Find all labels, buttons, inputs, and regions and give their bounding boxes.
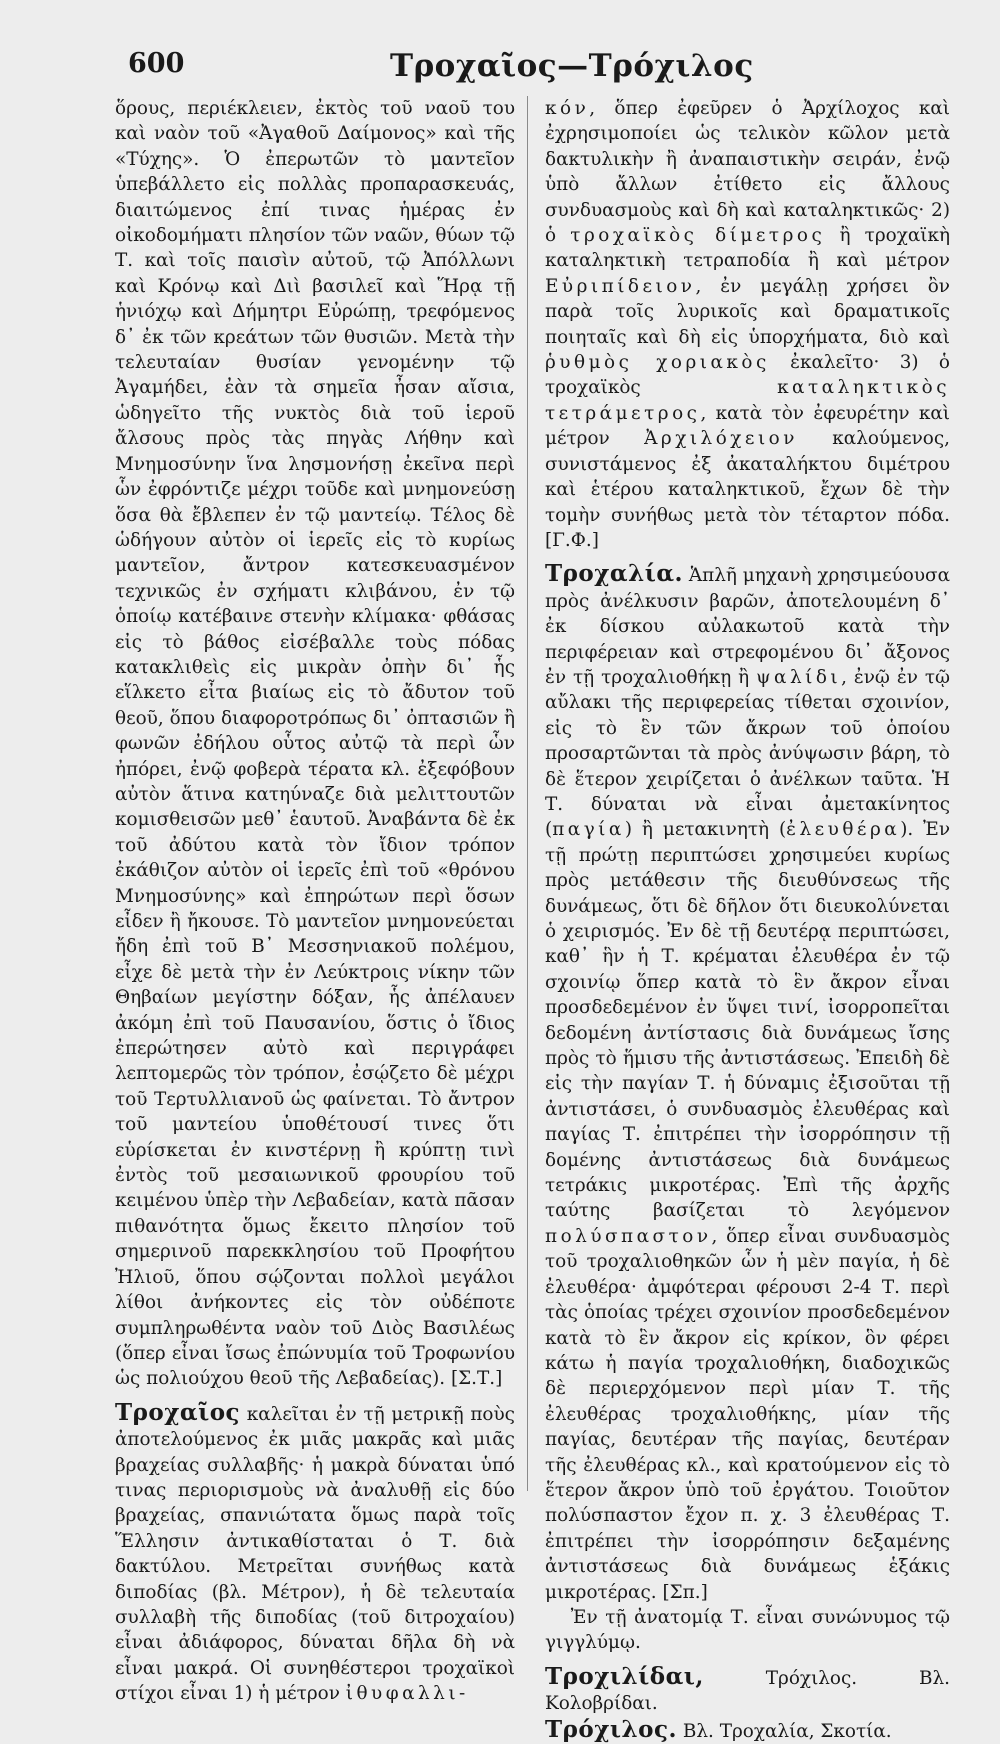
entry-text: , ὅπερ εἶναι συνδυασμὸς τοῦ τροχαλιοθηκῶν ὧν ἡ μὲν παγία, ἡ δὲ ἐλευθέρα· ἀμφότεραι φέρουσι 2-4 Τ. περὶ τὰς ὁποίας τρέχει σχοινίον προσδεδεμένον κατὰ τὸ ἓν ἄκρον εἰς κρίκον, ὃν φέρει κάτω ἡ παγία τροχαλιοθήκη, διαδοχικῶς δὲ περιερχόμενον περὶ μίαν Τ. τῆς ἐλευθέρας τροχαλιοθήκης, μίαν τῆς παγίας, δευτέραν τῆς παγίας, δευτέραν τῆς ἐλευθέρας κλ., καὶ κρατούμενον εἰς τὸ ἕτερον ἄκρον ὑπὸ τοῦ ἐργάτου. Τοιοῦτον πολύσπαστον ἔχον π. χ. 3 ἐλευθέρας Τ. ἐπιτρέπει τὴν ἰσορρόπησιν δεξαμένης ἀντιστάσεως διὰ δυνάμεως ἑξάκις μικροτέρας. [Σπ.] [545,1225,950,1603]
entry-continuation [115,96,515,1392]
entry-text: Βλ. Τροχαλία, Σκοτία. [677,1720,892,1742]
entry-text: ) ἢ μετακινητὴ ( [624,819,787,841]
page-number: 600 [128,48,185,79]
entry-text: , ὅπερ ἐφεῦρεν ὁ Ἀρχίλοχος καὶ ἐχρησιμοποίει ὡς τελικὸν κῶλον μετὰ δακτυλικὴν ἢ ἀναπαιστικὴν σειράν, ἐνῷ ὑπὸ ἄλλων ἐτίθετο εἰς ἄλλους συνδυασμοὺς καὶ δὴ καὶ καταληκτικῶς· 2) ὁ [545,98,950,247]
spaced-term: καταληκτικὸς τετράμετρος [545,377,950,424]
spaced-term: ἐλευθέρα [786,819,901,841]
page-header [128,42,890,92]
entry-headword: Τροχιλίδαι, [545,1662,704,1690]
paragraph-text: ὅρους, περιέκλειεν, ἐκτὸς τοῦ ναοῦ του καὶ ναὸν τοῦ «Ἀγαθοῦ Δαίμονος» καὶ τῆς «Τύχης». Ὁ ἐπερωτῶν τὸ μαντεῖον ὑπεβάλλετο εἰς πολλὰς προπαρασκευάς, διαιτώμενος ἐπί τινας ἡμέρας ἐν οἰκοδομήματι πλησίον τῶν ναῶν, θύων τῷ Τ. καὶ τοῖς παισὶν αὐτοῦ, τῷ Ἀπόλλωνι καὶ Κρόνῳ καὶ Διὶ βασιλεῖ καὶ Ἥρᾳ τῇ ἡνιόχῳ καὶ Δήμητρι Εὐρώπῃ, τρεφόμενος δ᾽ ἐκ τῶν κρεάτων τῶν θυσιῶν. Μετὰ τὴν τελευταίαν θυσίαν γενομένην τῷ Ἀγαμήδει, ἐὰν τὰ σημεῖα ἦσαν αἴσια, ὡδηγεῖτο τῆς νυκτὸς διὰ τοῦ ἱεροῦ ἄλσους πρὸς τὰς πηγὰς Λήθην καὶ Μνημοσύνην ἵνα λησμονήσῃ ἐκεῖνα περὶ ὧν ἐφρόντιζε μέχρι τοῦδε καὶ μνημονεύσῃ ὅσα θὰ ἔβλεπεν ἐν τῷ μαντείῳ. Τέλος δὲ ὡδήγουν αὐτὸν οἱ ἱερεῖς εἰς τὸ κυρίως μαντεῖον, ἄντρον κατεσκευασμένον τεχνικῶς ἐν σχήματι κλιβάνου, ἐν τῷ ὁποίῳ κατέβαινε στενὴν κλίμακα· φθάσας εἰς τὸ βάθος εἰσέβαλλε τοὺς πόδας κατακλιθεὶς εἰς μικρὰν ὀπὴν δι᾽ ἧς εἵλκετο εἶτα βιαίως εἰς τὸ ἄδυτον τοῦ θεοῦ, ὅπου διαφοροτρόπως δι᾽ ὀπτασιῶν ἢ φωνῶν ἐδήλου οὗτος αὐτῷ τὰ περὶ ὧν ἠπόρει, ἐνῷ φοβερὰ τέρατα κλ. ἐξεφόβουν αὐτὸν ἅτινα κατηύναζε διὰ μελιττουτῶν κομισθεισῶν μεθ᾽ ἑαυτοῦ. Ἀναβάντα δὲ ἐκ τοῦ ἀδύτου κατὰ τὸν ἴδιον τρόπον ἐκάθιζον αὐτὸν οἱ ἱερεῖς ἐπὶ τοῦ «θρόνου Μνημοσύνης» καὶ ἐπηρώτων περὶ ὅσων εἶδεν ἢ ἤκουσε. Τὸ μαντεῖον μνημονεύεται ἤδη ἐπὶ τοῦ Β᾽ Μεσσηνιακοῦ πολέμου, εἶχε δὲ μετὰ τὴν ἐν Λεύκτροις νίκην τῶν Θηβαίων μεγίστην δόξαν, ἧς ἀπέλαυεν ἀκόμη ἐπὶ τοῦ Παυσανίου, ὅστις ὁ ἴδιος ἐπερώτησεν αὐτὸ καὶ περιγράφει λεπτομερῶς τὸν τρόπον, ἐσῴζετο δὲ μέχρι τοῦ Τερτυλλιανοῦ ὡς φαίνεται. Τὸ ἄντρον τοῦ μαντείου ὑποθέτουσί τινες ὅτι εὑρίσκεται ἐν κινστέρνῃ ἢ κρύπτῃ τινὶ ἐντὸς τοῦ μεσαιωνικοῦ φρουρίου τοῦ κειμένου ὑπὲρ τὴν Λεβαδείαν, κατὰ πᾶσαν πιθανότητα ὅμως ἔκειτο πλησίον τοῦ σημερινοῦ παρεκκλησίου τοῦ Προφήτου Ἠλιοῦ, ὅπου σῴζονται πολλοὶ μεγάλοι λίθοι ἀνήκοντες εἰς τὸν οὐδέποτε συμπληρωθέντα ναὸν τοῦ Διὸς Βασιλέως (ὅπερ εἶναι ἴσως ἐπώνυμία τοῦ Τροφωνίου ὡς πολιούχου θεοῦ τῆς Λεβαδείας). [Σ.Τ.] [115,98,515,1390]
spaced-term: Εὐριπίδειον [545,275,696,297]
entry-text: , κατὰ τὸν ἐφευρέτην καὶ μέτρον [545,402,950,450]
entry-text: καλούμενος, συνιστάμενος ἐξ ἀκαταλήκτου διμέτρου καὶ ἑτέρου καταληκτικοῦ, ἔχων δὲ τὴν τομὴν συνήθως μετὰ τὸν τέταρτον πόδα. [Γ.Φ.] [545,428,950,551]
spaced-term: πολύσπαστον [545,1225,712,1247]
left-column [115,96,515,1707]
running-title: Τροχαῖος—Τρόχιλος [390,48,754,84]
entry-trochalia [545,561,950,1605]
column-divider [527,96,528,1491]
entry-text: , ἐνῷ ἐν τῷ αὔλακι τῆς περιφερείας τίθεται σχοινίον, εἰς τὸ ἓν τῶν ἄκρων τοῦ ὁποίου προσαρτῶνται τὰ πρὸς ἀνύψωσιν βάρη, τὸ δὲ ἕτερον χειρίζεται ὁ ἀνέλκων ταῦτα. Ἡ Τ. δύναται νὰ εἶναι ἀμετακίνητος ( [545,666,950,841]
entry-trochilidai [545,1664,950,1717]
entry-trochaios [115,1400,515,1707]
entry-headword: Τροχαῖος [115,1398,241,1426]
entry-text: ἐκαλεῖτο· 3) ὁ τροχαϊκὸς [545,352,950,399]
entry-anatomy-note [545,1605,950,1656]
spaced-term: ψαλίδι [756,666,842,688]
entry-text: ). Ἐν τῇ πρώτῃ περιπτώσει χρησιμεύει κυρίως πρὸς μετάθεσιν τῆς διευθύνσεως τῆς δυνάμεως, ὅτι δὲ δῆλον ὅτι διευκολύνεται ὁ χειρισμός. Ἐν δὲ τῇ δευτέρᾳ περιπτώσει, καθ᾽ ἣν ἡ Τ. κρέμαται ἐλευθέρα ἐν τῷ σχοινίῳ ὅπερ κατὰ τὸ ἓν ἄκρον εἶναι προσδεδεμένον ἐν ὕψει τινί, ἰσορροπεῖται δεδομένη ἀντίστασις διὰ δυνάμεως ἴσης πρὸς τὸ ἥμισυ τῆς ἀντιστάσεως. Ἐπειδὴ δὲ εἰς τὴν παγίαν Τ. ἡ δύναμις ἐξισοῦται τῇ ἀντιστάσει, ὁ συνδυασμὸς ἐλευθέρας καὶ παγίας Τ. ἐπιτρέπει τὴν ἰσορρόπησιν τῇ δομένης ἀντιστάσεως διὰ δυνάμεως τετράκις μικροτέρας. Ἐπὶ τῆς ἀρχῆς ταύτης βασίζεται τὸ λεγόμενον [545,819,950,1222]
spaced-term: ῥυθμὸς χοριακὸς [545,352,770,374]
spaced-term: παγία [552,819,625,841]
entry-headword: Τροχαλία. [545,560,684,588]
entry-text: Ἐν τῇ ἀνατομίᾳ Τ. εἶναι συνώνυμος τῷ γιγγλύμῳ. [545,1606,950,1654]
spaced-term: κόν [545,98,590,119]
spaced-term: ἰθυφαλλι- [345,1683,469,1705]
entry-text: Τρόχιλος. Βλ. Κολοβρίδαι. [545,1667,950,1715]
entry-text: Ἁπλῆ μηχανὴ χρησιμεύουσα πρὸς ἀνέλκυσιν βαρῶν, ἀποτελουμένη δ᾽ ἐκ δίσκου αὐλακωτοῦ κατὰ τὴν περιφέρειαν καὶ στρεφομένου δι᾽ ἄξονος ἐν τῇ τροχαλιοθήκῃ ἢ [545,565,950,688]
entry-trochilos [545,1717,950,1744]
spaced-term: Ἀρχιλόχειον [644,428,798,450]
entry-text: ἢ τροχαϊκὴ καταληκτικὴ τετραποδία ἢ καὶ μέτρον [545,225,950,272]
right-column [545,96,950,1744]
entry-headword: Τρόχιλος. [545,1715,677,1743]
entry-trochaios-continued [545,96,950,553]
spaced-term: τροχαϊκὸς δίμετρος [570,225,826,247]
entry-text: , ἐν μεγάλῃ χρήσει ὂν παρὰ τοῖς λυρικοῖς καὶ δραματικοῖς ποιηταῖς καὶ δὴ εἰς ὑπορχήματα, διὸ καὶ [545,275,950,348]
entry-text: καλεῖται ἐν τῇ μετρικῇ ποὺς ἀποτελούμενος ἐκ μιᾶς μακρᾶς καὶ μιᾶς βραχείας συλλαβῆς· ἡ μακρὰ δύναται ὑπό τινας περιορισμοὺς νὰ ἀναλυθῇ εἰς δύο βραχείας, σπανιώτατα ὅμως παρὰ τοῖς Ἕλλησιν ἀντικαθίσταται ὁ Τ. διὰ δακτύλου. Μετρεῖται συνήθως κατὰ διποδίας (βλ. Μέτρον), ἡ δὲ τελευταία συλλαβὴ τῆς διποδίας (τοῦ διτροχαίου) εἶναι ἀδιάφορος, δύναται δῆλα δὴ νὰ εἶναι μακρά. Οἱ συνηθέστεροι τροχαϊκοὶ στίχοι εἶναι 1) ἡ μέτρον [115,1403,515,1705]
